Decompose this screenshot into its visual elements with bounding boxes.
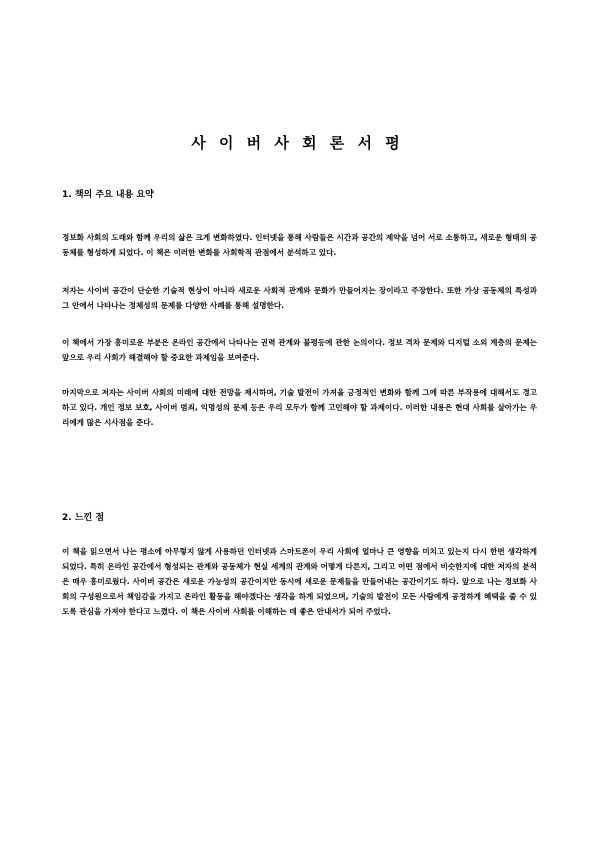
document-title: 사 이 버 사 회 론 서 평	[191, 134, 404, 152]
paragraph: 이 책에서 가장 흥미로운 부분은 온라인 공간에서 나타나는 권력 관계와 불평등에 관한 논의이다. 정보 격차 문제와 디지털 소외 계층의 문제는 앞으로 우리 사회가 해결해야 할 중요한 과제임을 보여준다.	[62, 338, 537, 362]
section-heading-impressions: 2. 느낀 점	[62, 513, 105, 523]
paragraph: 정보화 사회의 도래와 함께 우리의 삶은 크게 변화하였다. 인터넷을 통해 사람들은 시간과 공간의 제약을 넘어 서로 소통하고, 새로운 형태의 공동체를 형성하게 되었다. 이 책은 이러한 변화를 사회학적 관점에서 분석하고 있다.	[62, 233, 537, 257]
section-heading-summary: 1. 책의 주요 내용 요약	[62, 190, 154, 200]
paragraph: 저자는 사이버 공간이 단순한 기술적 현상이 아니라 새로운 사회적 관계와 문화가 만들어지는 장이라고 주장한다. 또한 가상 공동체의 특성과 그 안에서 나타나는 정체성의 문제를 다양한 사례를 통해 설명한다.	[62, 286, 537, 310]
paragraph: 이 책을 읽으면서 나는 평소에 아무렇지 않게 사용하던 인터넷과 스마트폰이 우리 사회에 얼마나 큰 영향을 미치고 있는지 다시 한번 생각하게 되었다. 특히 온라인 공간에서 형성되는 관계와 공동체가 현실 세계의 관계와 어떻게 다른지, 그리고 어떤 점에서 비슷한지에 대한 저자의 분석은 매우 흥미로웠다. 사이버 공간은 새로운 가능성의 공간이지만 동시에 새로운 문제들을 만들어내는 공간이기도 하다. 앞으로 나는 정보화 사회의 구성원으로서 책임감을 가지고 온라인 활동을 해야겠다는 생각을 하게 되었으며, 기술의 발전이 모든 사람에게 공정하게 혜택을 줄 수 있도록 관심을 가져야 한다고 느꼈다. 이 책은 사이버 사회를 이해하는 데 좋은 안내서가 되어 주었다.	[62, 547, 537, 616]
paragraph: 마지막으로 저자는 사이버 사회의 미래에 대한 전망을 제시하며, 기술 발전이 가져올 긍정적인 변화와 함께 그에 따른 부작용에 대해서도 경고하고 있다. 개인 정보 보호, 사이버 범죄, 익명성의 문제 등은 우리 모두가 함께 고민해야 할 과제이다. 이러한 내용은 현대 사회를 살아가는 우리에게 많은 시사점을 준다.	[62, 388, 537, 427]
